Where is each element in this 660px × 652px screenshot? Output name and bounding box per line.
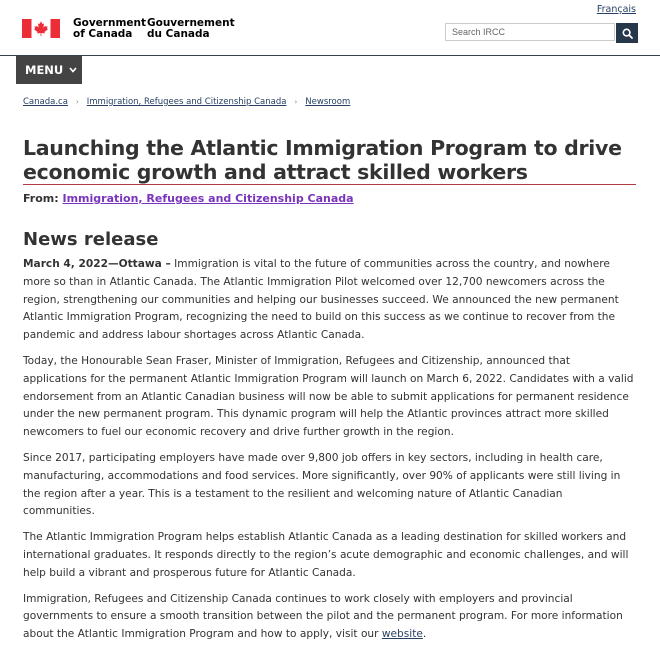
chevron-down-icon [69,67,77,73]
breadcrumb [23,97,350,107]
wordmark-english[interactable] [73,18,146,40]
breadcrumb-newsroom-link[interactable]: Newsroom [305,97,351,107]
paragraph-4: The Atlantic Immigration Program helps establish Atlantic Canada as a leading destination for skilled workers and international graduates. It responds directly to the region’s acute demographic and economic challenges, and will help build a vibrant and prosperous future for Atlantic Canada. [23,531,629,579]
article-body [23,256,637,652]
paragraph-1-text: Immigration is vital to the future of communities across the country, and nowhere more so than in Atlantic Canada. The Atlantic Immigration Pilot welcomed over 12,700 newcomers across the region, strengthening our communities and helping our businesses succeed. We announced the new permanent Atlantic Immigration Program, recognizing the need to build on this success as we continue to recover from the pandemic and address labour shortages across Atlantic Canada. [23,258,619,342]
wordmark-french[interactable] [147,18,235,40]
wordmark-fr-line1: Gouvernement [147,17,235,29]
breadcrumb-separator-icon: › [294,98,298,106]
header-divider [0,55,660,56]
paragraph-5-end: . [422,628,427,641]
dateline: March 4, 2022—Ottawa – [23,258,171,270]
language-toggle-link[interactable]: Français [596,4,636,15]
search-input[interactable] [445,23,615,41]
from-label: From: [23,192,59,205]
menu-label: MENU [25,63,64,77]
search-icon [622,28,633,39]
website-link[interactable]: website [381,628,423,641]
site-header [22,17,638,47]
wordmark-fr-line2: du Canada [147,28,210,40]
page-title: Launching the Atlantic Immigration Program to drive economic growth and attract skilled workers [23,136,622,184]
wordmark-en-line2: of Canada [73,28,133,40]
breadcrumb-canada-link[interactable]: Canada.ca [23,97,68,107]
paragraph-5-text: Immigration, Refugees and Citizenship Canada continues to work closely with employers and provincial governments to ensure a smooth transition between the pilot and the permanent program. For more information about the Atlantic Immigration Program and how to apply, visit our [23,592,623,641]
paragraph-2: Today, the Honourable Sean Fraser, Minister of Immigration, Refugees and Citizenship, announced that applications for the permanent Atlantic Immigration Program will launch on March 6, 2022. Candidates with a valid endorsement from an Atlantic Canadian business will now be able to submit applications for permanent residence under the new permanent program. This dynamic program will help the Atlantic provinces attract more skilled newcomers to fuel our economic recovery and drive further growth in the region. [23,354,634,439]
paragraph-3: Since 2017, participating employers have made over 9,800 job offers in key sectors, including in health care, manufacturing, accommodations and food services. More significantly, over 90% of applicants were still living in the region after a year. This is a testament to the resilient and welcoming nature of Atlantic Canadian communities. [23,451,621,518]
section-heading: News release [23,229,159,250]
from-department-link[interactable]: Immigration, Refugees and Citizenship Canada [62,192,354,205]
menu-button[interactable] [16,56,82,84]
paragraph-1 [23,256,637,345]
paragraph-5 [23,591,637,644]
breadcrumb-separator-icon: › [75,98,79,106]
from-line [23,192,354,205]
canada-flag-icon[interactable] [22,19,60,38]
title-underline [23,184,636,185]
search-bar [445,23,638,43]
wordmark-en-line1: Government [73,17,147,29]
breadcrumb-ircc-link[interactable]: Immigration, Refugees and Citizenship Canada [86,97,287,107]
search-button[interactable] [616,23,638,43]
